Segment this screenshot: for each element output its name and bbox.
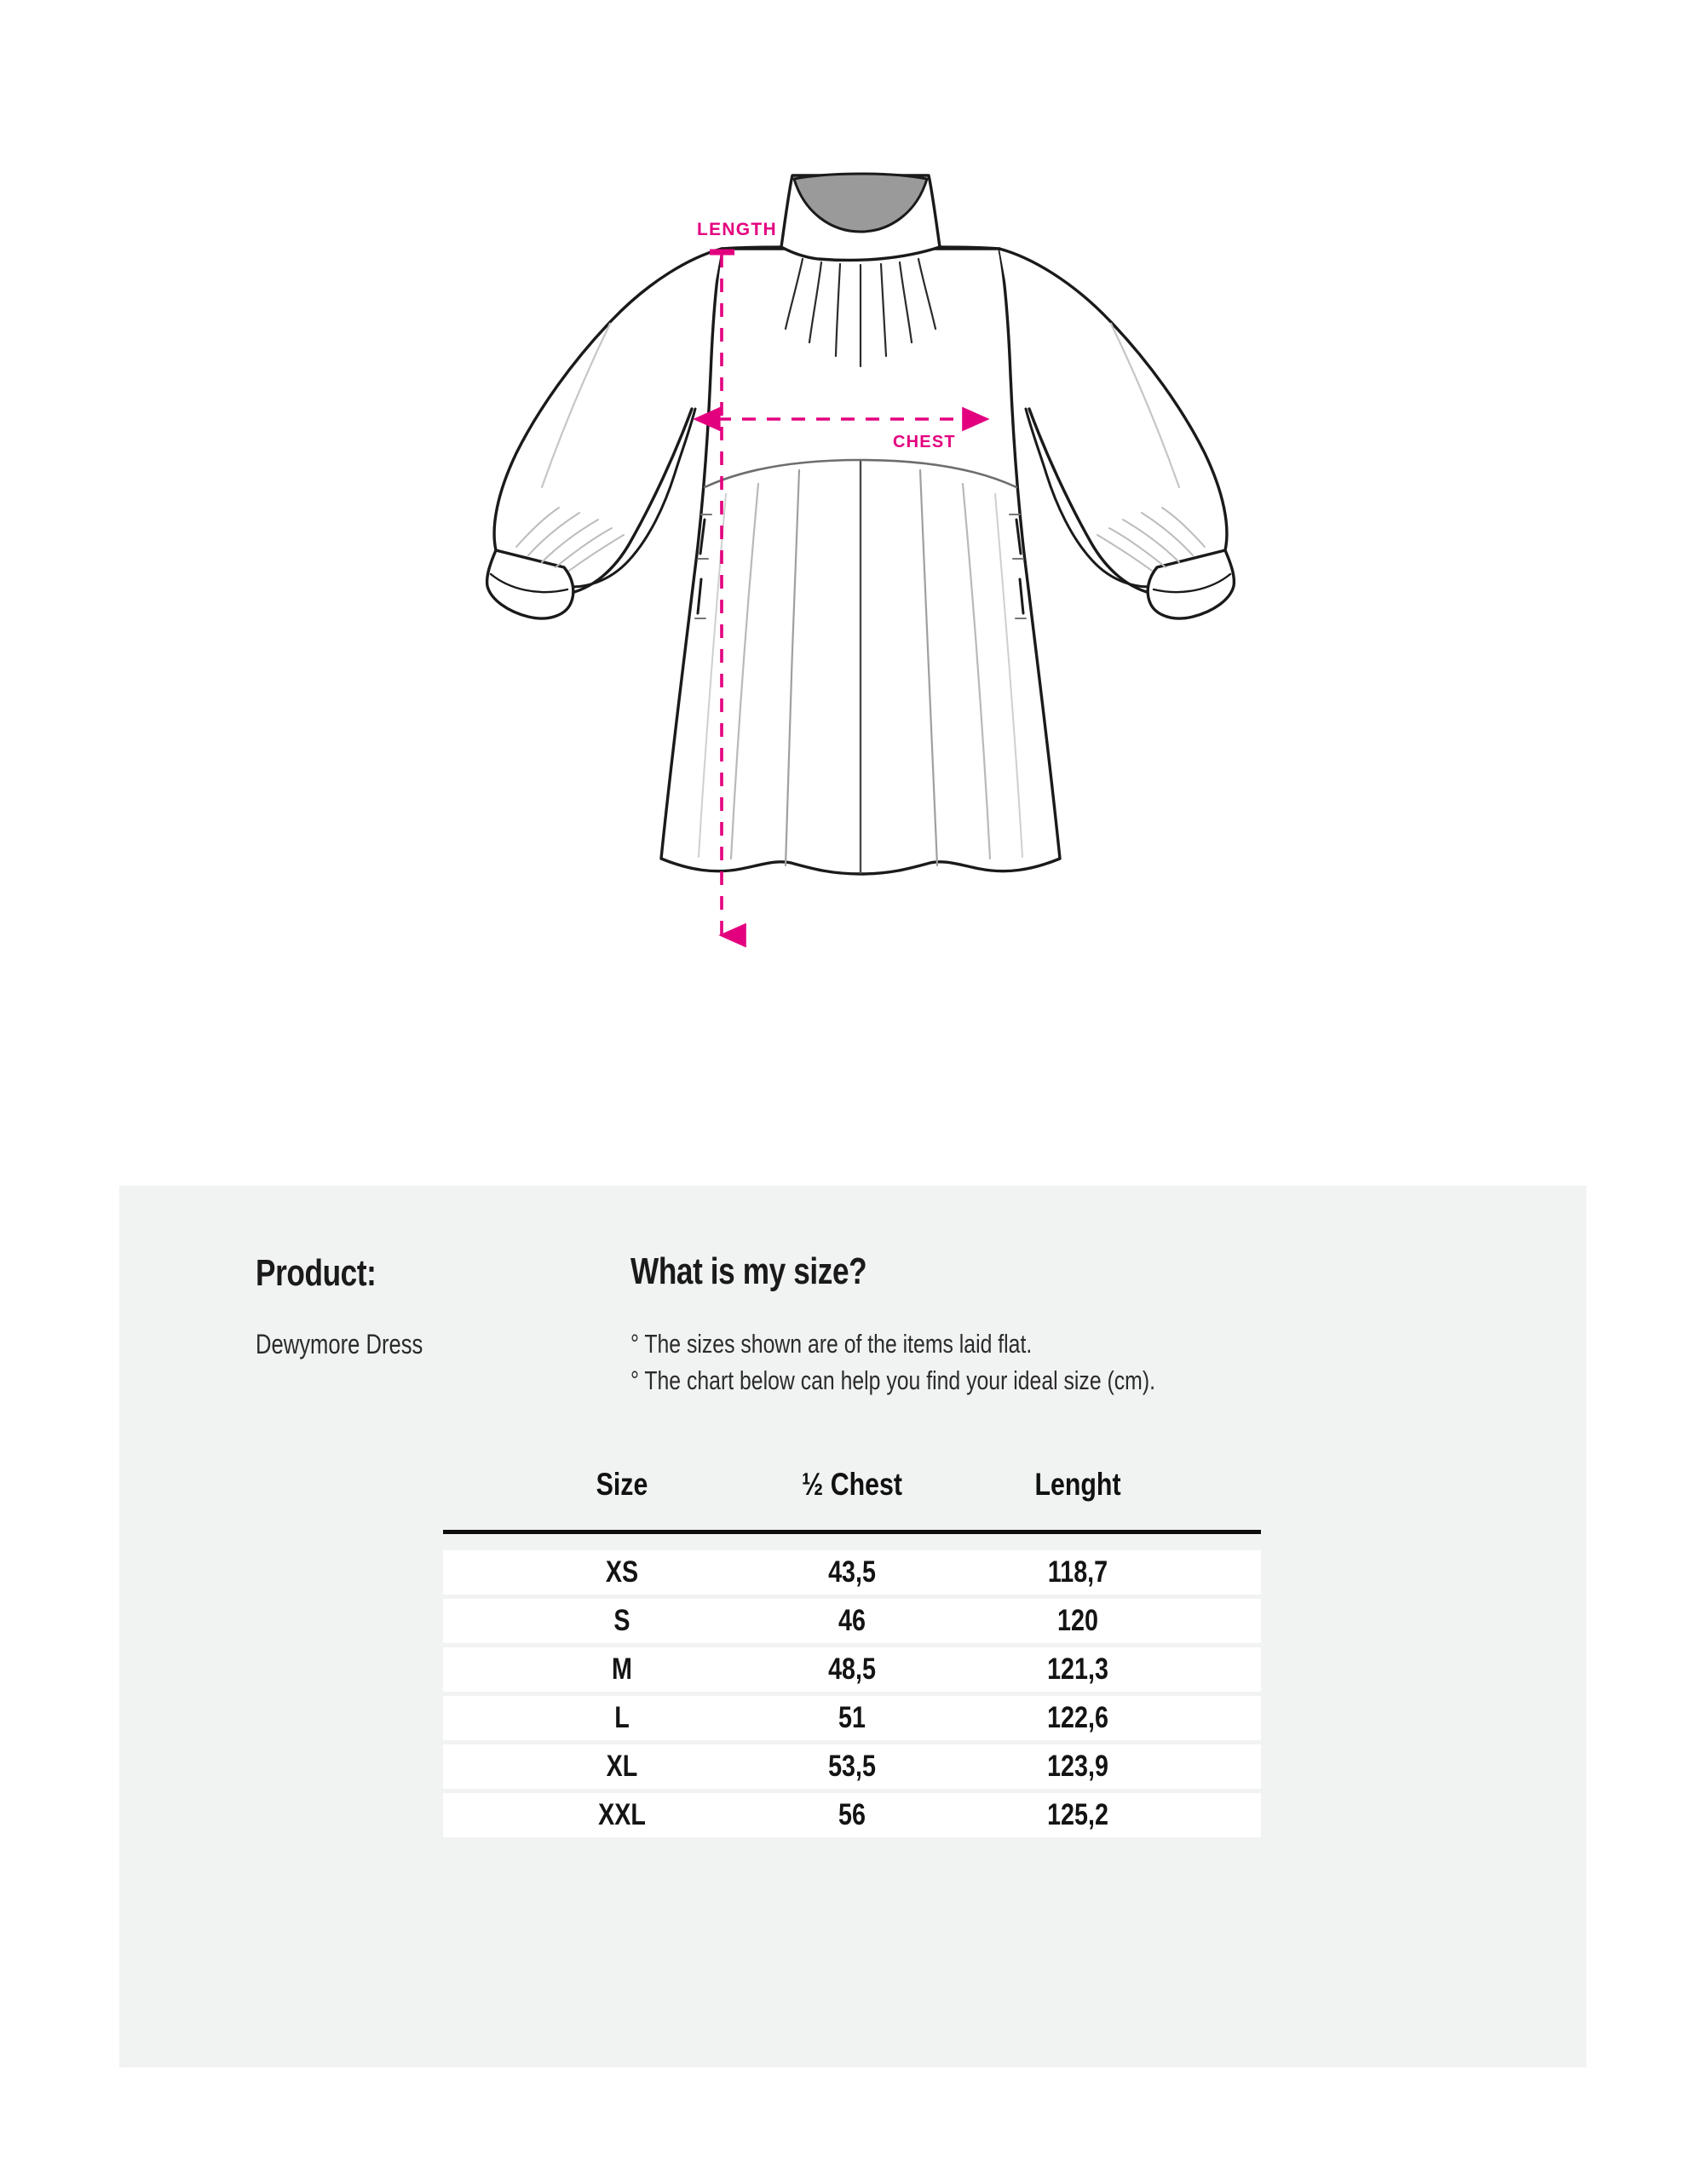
cell-length: 118,7 <box>1047 1555 1108 1589</box>
cell-size: S <box>613 1604 630 1637</box>
cell-size: XXL <box>598 1798 646 1831</box>
size-help-notes <box>630 1326 1155 1399</box>
dress-technical-flat-drawing <box>460 153 1261 988</box>
cell-length: 122,6 <box>1047 1701 1108 1734</box>
cell-half-chest: 56 <box>838 1798 866 1831</box>
size-info-panel <box>119 1186 1586 2067</box>
column-header-length: Lenght <box>1034 1467 1121 1502</box>
cell-size: XS <box>605 1555 639 1589</box>
cell-size: L <box>614 1701 630 1734</box>
cell-half-chest: 46 <box>838 1604 866 1637</box>
size-chart-body <box>443 1550 1261 1842</box>
size-help-heading: What is my size? <box>630 1250 867 1292</box>
table-row <box>443 1599 1261 1643</box>
cell-half-chest: 43,5 <box>828 1555 876 1589</box>
product-name: Dewymore Dress <box>256 1329 423 1359</box>
cell-length: 120 <box>1057 1604 1098 1637</box>
cell-length: 125,2 <box>1047 1798 1108 1831</box>
product-heading: Product: <box>256 1252 377 1294</box>
dress-body-outline <box>487 174 1235 874</box>
length-measurement-label: LENGTH <box>697 220 777 239</box>
chest-measurement-label: CHEST <box>893 433 956 451</box>
table-row <box>443 1550 1261 1595</box>
cell-size: XL <box>606 1750 638 1783</box>
size-chart-table <box>443 1467 1261 1831</box>
table-row <box>443 1793 1261 1837</box>
table-row <box>443 1647 1261 1692</box>
table-row <box>443 1744 1261 1789</box>
cell-length: 123,9 <box>1047 1750 1108 1783</box>
column-header-size: Size <box>596 1467 648 1502</box>
cell-half-chest: 51 <box>838 1701 866 1734</box>
size-note-line: ° The sizes shown are of the items laid flat. <box>630 1329 1033 1359</box>
cell-size: M <box>612 1652 632 1686</box>
cell-half-chest: 48,5 <box>828 1652 876 1686</box>
size-note-line: ° The chart below can help you find your ideal size (cm). <box>630 1365 1155 1395</box>
cell-length: 121,3 <box>1047 1652 1108 1686</box>
header-rule <box>443 1530 1261 1534</box>
table-row <box>443 1696 1261 1740</box>
size-chart-header-row <box>443 1467 1261 1528</box>
cell-half-chest: 53,5 <box>828 1750 876 1783</box>
column-header-half-chest: ½ Chest <box>801 1467 903 1502</box>
